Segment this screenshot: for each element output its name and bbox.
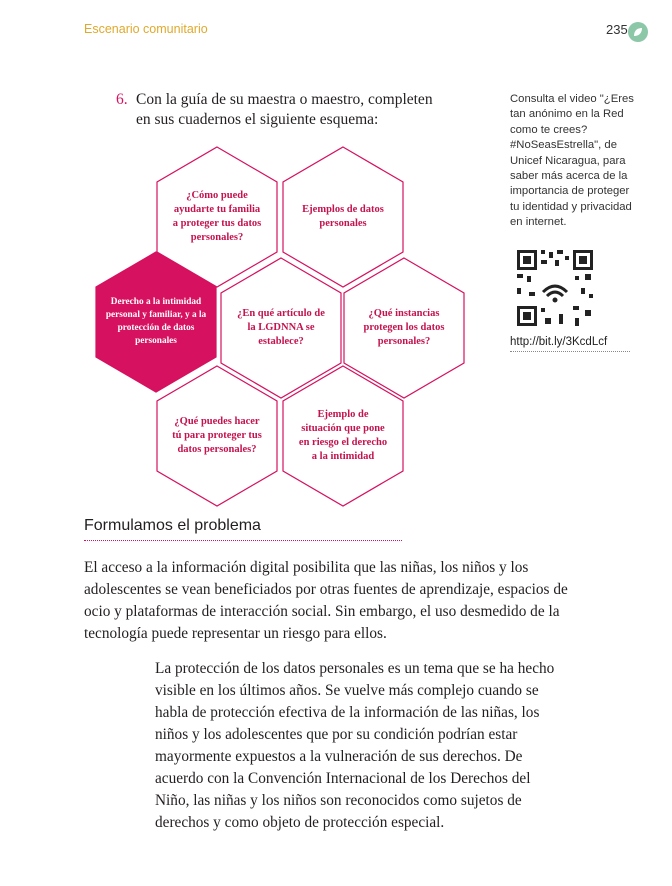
sidebar-note: Consulta el video "¿Eres tan anónimo en la Red como te crees? #NoSeasEstrella", de Unicef Nicaragua, para saber más acerca de la importancia de proteger tu identidad y privacidad en internet.: [510, 93, 634, 229]
hex-label-bottom-left: ¿Qué puedes hacer tú para proteger tus datos personales?: [172, 416, 262, 455]
task-number: 6.: [116, 91, 128, 108]
paragraph-intro: El acceso a la información digital posibilita que las niñas, los niños y los adolescentes se vean beneficiados por otras fuentes de aprendizaje, espacios de ocio y plataformas de interacción social. Sin embargo, el uso desmedido de la tecnología puede representar un riesgo para ellos.: [84, 559, 568, 642]
video-link[interactable]: http://bit.ly/3KcdLcf: [510, 336, 608, 348]
section-title: Formulamos el problema: [84, 517, 261, 534]
section-header: Escenario comunitario: [84, 22, 208, 36]
hex-label-top-right: Ejemplos de datos personales: [302, 204, 384, 229]
hex-label-bottom-right: Ejemplo de situación que pone en riesgo el derecho a la intimidad: [298, 409, 388, 462]
hex-label-center: ¿En qué artículo de la LGDNNA se establece?: [237, 308, 325, 347]
paragraph-quote: La protección de los datos personales es un tema que se ha hecho visible en los últimos años. Se vuelve más complejo cuando se habla de protección efectiva de la información de las niñas, los niños y los adolescentes que por su condición podrían estar mayormente expuestos a la vulneración de sus derechos. De acuerdo con la Convención Internacional de los Derechos del Niño, las niñas y los niños son reconocidos como sujetos de derechos y como objeto de protección especial.: [155, 660, 555, 831]
hex-label-right: ¿Qué instancias protegen los datos personales?: [363, 308, 445, 347]
hex-label-left-filled: Derecho a la intimidad personal y familiar, y a la protección de datos personales: [105, 297, 207, 346]
page-number: 235: [606, 22, 628, 37]
task-text: Con la guía de su maestra o maestro, completen en sus cuadernos el siguiente esquema:: [136, 91, 433, 128]
section-divider: [84, 540, 402, 541]
hex-label-top-left: ¿Cómo puede ayudarte tu familia a proteger tus datos personales?: [172, 190, 262, 243]
